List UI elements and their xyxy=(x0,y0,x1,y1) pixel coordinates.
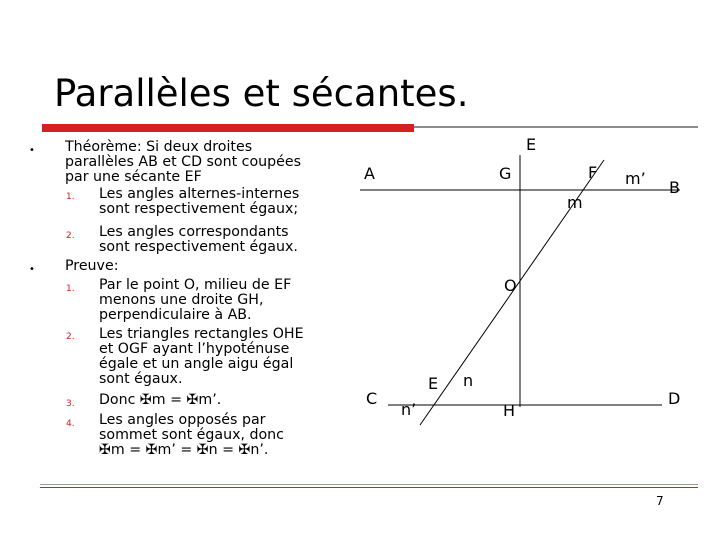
label-e-low: E xyxy=(428,374,439,393)
proof-item-line: sommet sont égaux, donc xyxy=(99,427,284,443)
label-h: H xyxy=(503,401,516,420)
label-g: G xyxy=(499,164,512,183)
theorem-item-line: sont respectivement égaux; xyxy=(99,201,299,217)
label-o: O xyxy=(504,276,517,295)
theorem-item-line: Les angles alternes-internes xyxy=(99,186,300,202)
theorem-item-line: Les angles correspondants xyxy=(99,224,289,240)
proof-item-line: Par le point O, milieu de EF xyxy=(99,277,292,293)
label-a: A xyxy=(364,164,375,183)
bullet-proof: • xyxy=(29,264,35,275)
label-d: D xyxy=(668,389,681,408)
proof-item-line: Les angles opposés par xyxy=(99,412,266,428)
theorem-intro: : Si deux droites xyxy=(136,139,253,155)
proof-item-line: sont égaux. xyxy=(99,371,183,387)
item-number: 1. xyxy=(66,284,75,294)
bullet-theorem: • xyxy=(29,145,35,156)
label-e-top: E xyxy=(526,135,537,154)
proof-item-line: Donc ✠m = ✠m’. xyxy=(99,392,222,408)
label-m-prime: m’ xyxy=(625,169,646,188)
label-f: F xyxy=(588,163,598,182)
footer-accent-line xyxy=(40,487,698,488)
proof-keyword: Preuve xyxy=(65,258,114,274)
proof-colon: : xyxy=(113,258,119,274)
proof-item-line: Les triangles rectangles OHE xyxy=(99,326,304,342)
label-n: n xyxy=(463,371,474,390)
proof-item-line: perpendiculaire à AB. xyxy=(99,307,252,323)
theorem-item-line: sont respectivement égaux. xyxy=(99,239,298,255)
page-number: 7 xyxy=(656,494,664,508)
theorem-keyword: Théorème xyxy=(65,139,137,155)
proof-item-line: et OGF ayant l’hypoténuse xyxy=(99,341,290,357)
label-c: C xyxy=(366,389,378,408)
footer-divider xyxy=(40,484,698,485)
item-number: 1. xyxy=(66,192,75,202)
item-number: 3. xyxy=(66,399,75,409)
label-b: B xyxy=(669,178,680,197)
proof-item-line: menons une droite GH, xyxy=(99,292,264,308)
proof-item-line: égale et un angle aigu égal xyxy=(99,356,294,372)
theorem-line: par une sécante EF xyxy=(65,169,202,185)
item-number: 2. xyxy=(66,332,75,342)
label-m: m xyxy=(567,193,583,212)
item-number: 2. xyxy=(66,231,75,241)
theorem-line: parallèles AB et CD sont coupées xyxy=(65,154,301,170)
slide-title: Parallèles et sécantes. xyxy=(54,72,469,115)
item-number: 4. xyxy=(66,419,75,429)
proof-item-line: ✠m = ✠m’ = ✠n = ✠n’. xyxy=(99,442,269,458)
label-n-prime: n’ xyxy=(401,400,417,419)
